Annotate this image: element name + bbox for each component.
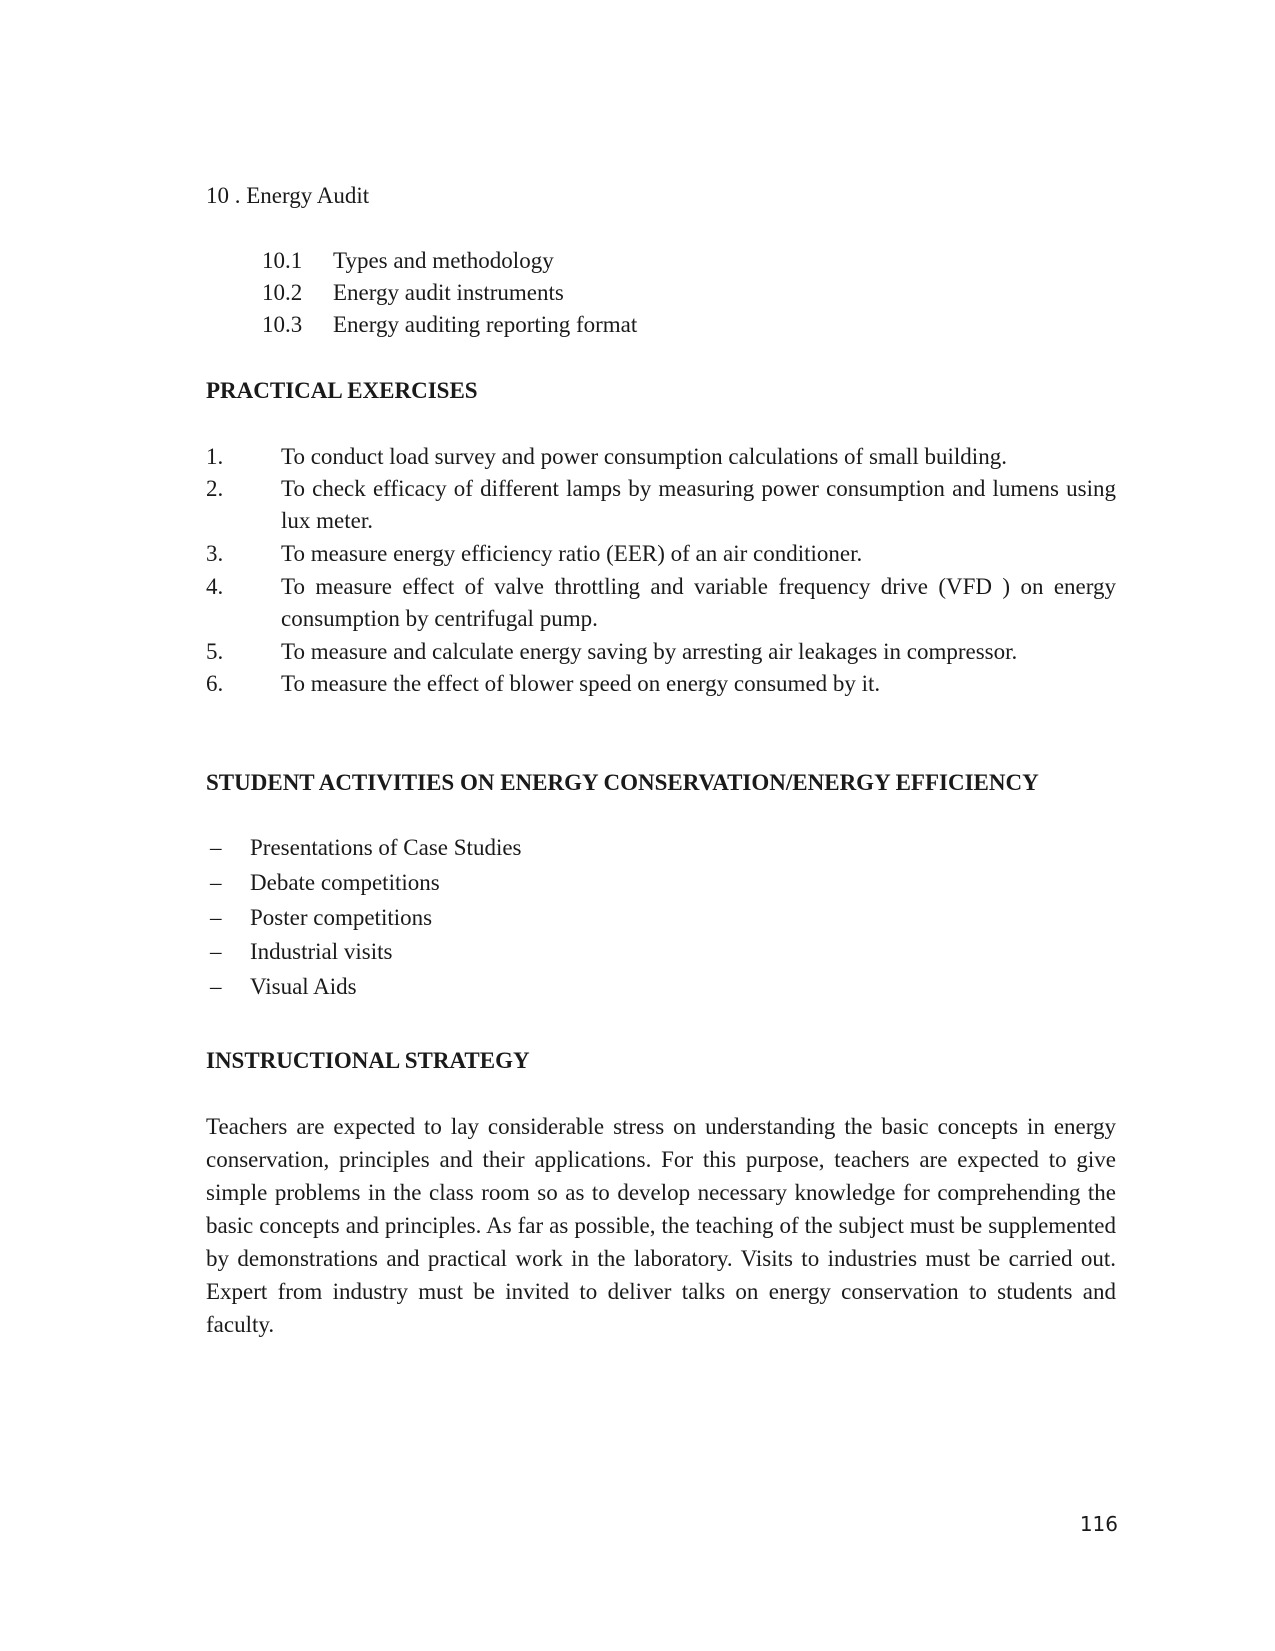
subsection-number: 10.2 (262, 280, 303, 305)
list-bullet: – (210, 905, 222, 930)
exercise-number: 1. (206, 444, 224, 469)
list-item: Visual Aids (250, 974, 357, 999)
exercise-text: To conduct load survey and power consumption calculations of small building. (281, 444, 1007, 469)
list-item: Industrial visits (250, 939, 393, 964)
student-activities-heading: STUDENT ACTIVITIES ON ENERGY CONSERVATION/ENERGY EFFICIENCY (206, 770, 1039, 795)
exercise-text: To measure and calculate energy saving by arresting air leakages in compressor. (281, 639, 1018, 664)
exercise-number: 6. (206, 671, 224, 696)
list-bullet: – (210, 974, 222, 999)
subsection-number: 10.1 (262, 248, 303, 273)
subsection-number: 10.3 (262, 312, 303, 337)
exercise-number: 3. (206, 541, 224, 566)
list-item: Poster competitions (250, 905, 433, 930)
list-bullet: – (210, 835, 222, 860)
exercise-number: 5. (206, 639, 224, 664)
list-item: Debate competitions (250, 870, 440, 895)
instructional-strategy-heading: INSTRUCTIONAL STRATEGY (206, 1048, 530, 1073)
list-bullet: – (210, 939, 222, 964)
subsection-title: Energy audit instruments (333, 280, 564, 305)
instructional-strategy-paragraph: Teachers are expected to lay considerable stress on understanding the basic concepts in energy conservation, principles and their applications. For this purpose, teachers are expected to give simple problems in the class room so as to develop necessary knowledge for comprehending the basic concepts and principles. As far as possible, the teaching of the subject must be supplemented by demonstrations and practical work in the laboratory. Visits to industries must be carried out. Expert from industry must be invited to deliver talks on energy conservation to students and faculty. (206, 1114, 1116, 1337)
subsection-title: Energy auditing reporting format (333, 312, 638, 337)
section-title: 10 . Energy Audit (206, 183, 370, 208)
exercise-number: 2. (206, 476, 224, 501)
page-number: 116 (1079, 1512, 1118, 1536)
exercise-number: 4. (206, 574, 224, 599)
subsection-title: Types and methodology (333, 248, 554, 273)
exercise-text: To measure the effect of blower speed on energy consumed by it. (281, 671, 881, 696)
list-item: Presentations of Case Studies (250, 835, 522, 860)
exercise-text: To measure effect of valve throttling and variable frequency drive (VFD ) on energy consumption by centrifugal pump. (281, 574, 1116, 631)
list-bullet: – (210, 870, 222, 895)
exercise-text: To measure energy efficiency ratio (EER) of an air conditioner. (281, 541, 863, 566)
practical-exercises-heading: PRACTICAL EXERCISES (206, 378, 478, 403)
exercise-text: To check efficacy of different lamps by measuring power consumption and lumens using lux meter. (281, 476, 1116, 533)
